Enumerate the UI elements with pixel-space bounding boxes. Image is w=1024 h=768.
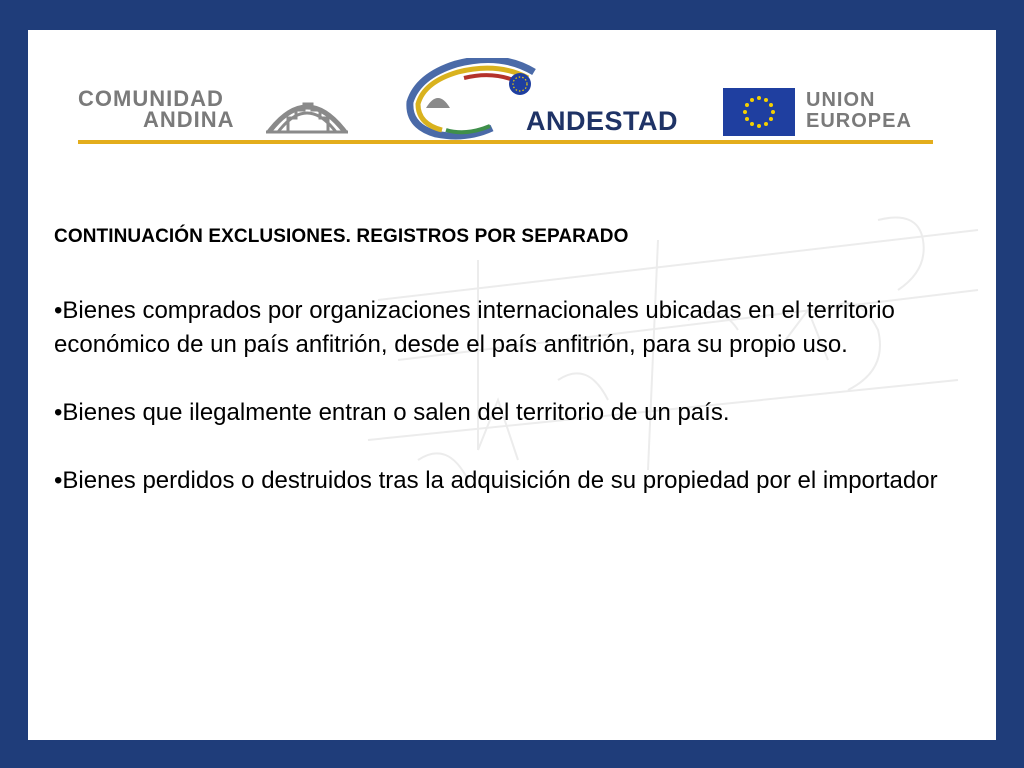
union-europea-wordmark <box>806 90 912 132</box>
union-europea-line1: UNION <box>806 89 876 111</box>
slide <box>28 30 996 740</box>
bullet-item: •Bienes que ilegalmente entran o salen del territorio de un país. <box>54 399 730 426</box>
slide-header <box>28 30 996 150</box>
comunidad-andina-line2: ANDINA <box>143 107 235 132</box>
comunidad-andina-wordmark <box>78 88 235 130</box>
slide-title: CONTINUACIÓN EXCLUSIONES. REGISTROS POR SEPARADO <box>54 226 629 247</box>
andestad-wordmark: ANDESTAD <box>526 106 678 136</box>
union-europea-logo <box>723 88 933 138</box>
bullet-item: •Bienes comprados por organizaciones internacionales ubicadas en el territorio económico de un país anfitrión, desde el país anfitrión, para su propio uso. <box>54 297 895 358</box>
andestad-logo <box>406 58 686 140</box>
slide-content <box>54 226 974 532</box>
comunidad-andina-line1: COMUNIDAD <box>78 86 224 111</box>
bullet-item: •Bienes perdidos o destruidos tras la adquisición de su propiedad por el importador <box>54 467 938 494</box>
union-europea-line2: EUROPEA <box>806 110 912 132</box>
comunidad-andina-logo <box>78 88 358 138</box>
eu-flag-icon <box>723 88 795 136</box>
header-divider <box>78 140 933 144</box>
comunidad-andina-emblem-icon <box>266 88 348 134</box>
